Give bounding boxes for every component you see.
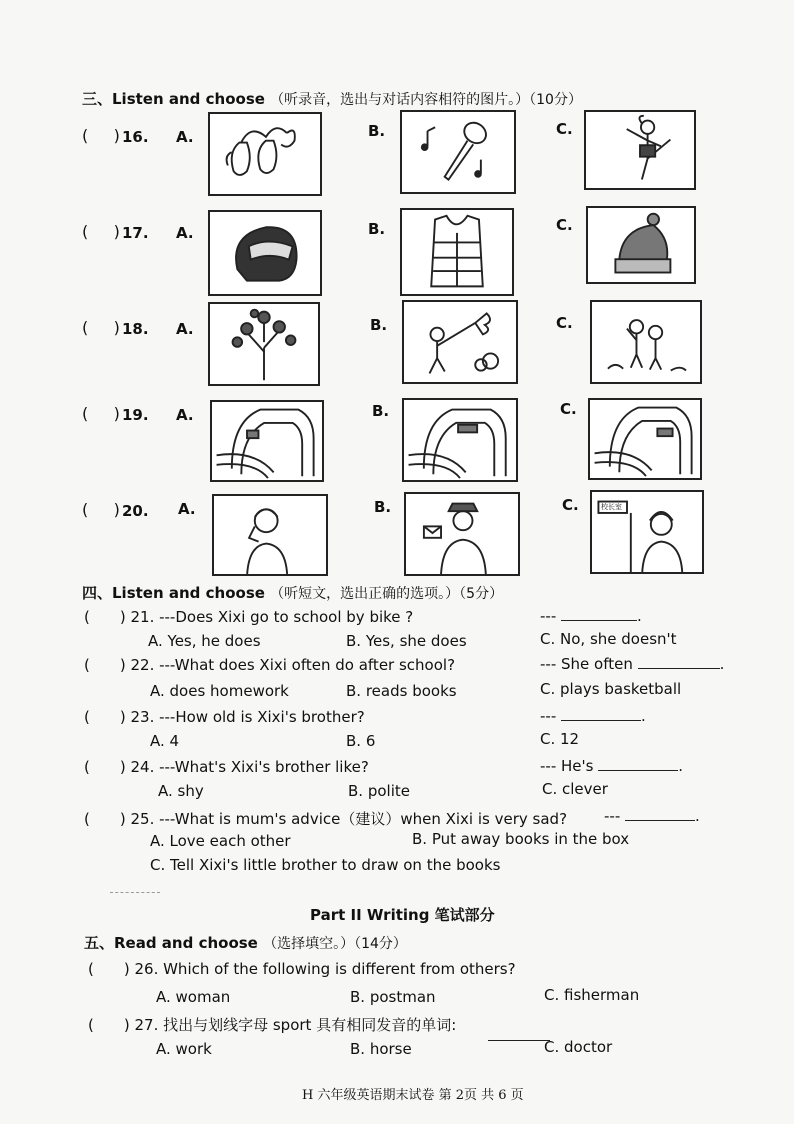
option-label-19a: A. bbox=[176, 406, 194, 424]
kids-walking-icon[interactable] bbox=[590, 300, 702, 384]
option-25c: C. Tell Xixi's little brother to draw on the books bbox=[150, 856, 501, 874]
option-label-17b: B. bbox=[368, 220, 386, 238]
map-icon[interactable] bbox=[210, 400, 324, 482]
answer-line-21[interactable] bbox=[540, 606, 642, 625]
wool-hat-icon[interactable] bbox=[586, 206, 696, 284]
question-23-text: ) 23. ---How old is Xixi's brother? bbox=[119, 708, 365, 726]
answer-paren-25[interactable]: ( bbox=[84, 810, 90, 828]
ballet-shoes-icon[interactable] bbox=[208, 112, 322, 196]
option-24c: C. clever bbox=[542, 780, 608, 798]
answer-blank-21[interactable] bbox=[561, 606, 637, 621]
answer-line-24[interactable] bbox=[540, 756, 683, 775]
answer-blank-22[interactable] bbox=[638, 654, 720, 669]
answer-blank-24[interactable] bbox=[598, 756, 678, 771]
answer-paren-26[interactable]: ( bbox=[88, 960, 94, 978]
answer-line-22[interactable] bbox=[540, 654, 724, 673]
answer-prefix-22: --- She often bbox=[540, 655, 638, 673]
option-22b: B. reads books bbox=[346, 682, 457, 700]
answer-paren-22[interactable]: ( bbox=[84, 656, 90, 674]
divider bbox=[110, 892, 160, 893]
answer-tail-21: . bbox=[637, 607, 642, 625]
answer-tail-25: . bbox=[695, 807, 700, 825]
question-26 bbox=[88, 960, 516, 978]
answer-paren-17[interactable]: ( ) bbox=[82, 222, 120, 241]
answer-prefix-23: --- bbox=[540, 707, 562, 725]
option-23a: A. 4 bbox=[150, 732, 180, 750]
option-22c: C. plays basketball bbox=[540, 680, 682, 698]
option-24a: A. shy bbox=[158, 782, 204, 800]
section-3-heading bbox=[82, 88, 582, 109]
option-label-18b: B. bbox=[370, 316, 388, 334]
kungfu-girl-icon[interactable] bbox=[584, 110, 696, 190]
question-27-text: ) 27. 找出与划线字母 sport 具有相同发音的单词: bbox=[123, 1016, 457, 1034]
office-sign-label: 校长室 bbox=[601, 503, 622, 511]
answer-prefix-24: --- He's bbox=[540, 757, 599, 775]
map-icon[interactable] bbox=[588, 398, 702, 480]
question-26-text: ) 26. Which of the following is different from others? bbox=[123, 960, 516, 978]
section-5-heading bbox=[84, 932, 407, 953]
answer-paren-23[interactable]: ( bbox=[84, 708, 90, 726]
answer-prefix-21: --- bbox=[540, 607, 562, 625]
option-label-18a: A. bbox=[176, 320, 194, 338]
question-number-20: 20. bbox=[122, 502, 149, 520]
answer-line-23[interactable] bbox=[540, 706, 646, 725]
section-5-note: （选择填空。）（14分） bbox=[263, 936, 407, 952]
option-label-20c: C. bbox=[562, 496, 579, 514]
question-24 bbox=[84, 758, 369, 776]
page-footer: H 六年级英语期末试卷 第 2页 共 6 页 bbox=[302, 1088, 524, 1103]
answer-blank-23[interactable] bbox=[561, 706, 641, 721]
woman-phone-icon[interactable] bbox=[212, 494, 328, 576]
question-number-16: 16. bbox=[122, 128, 149, 146]
answer-paren-21[interactable]: ( bbox=[84, 608, 90, 626]
question-number-18: 18. bbox=[122, 320, 149, 338]
option-27a: A. work bbox=[156, 1040, 212, 1058]
option-label-16b: B. bbox=[368, 122, 386, 140]
question-21 bbox=[84, 608, 413, 626]
answer-blank-27[interactable] bbox=[488, 1026, 550, 1045]
part-2-heading bbox=[310, 904, 495, 925]
option-label-20b: B. bbox=[374, 498, 392, 516]
tree-icon[interactable] bbox=[208, 302, 320, 386]
section-4-heading bbox=[82, 582, 503, 603]
answer-tail-23: . bbox=[641, 707, 646, 725]
answer-tail-24: . bbox=[678, 757, 684, 775]
life-jacket-icon[interactable] bbox=[400, 208, 514, 296]
question-25-text: ) 25. ---What is mum's advice（建议）when Xixi is very sad? bbox=[119, 810, 568, 828]
question-27 bbox=[88, 1014, 456, 1035]
option-27c: C. doctor bbox=[544, 1038, 613, 1056]
question-22-text: ) 22. ---What does Xixi often do after school? bbox=[119, 656, 456, 674]
option-label-17a: A. bbox=[176, 224, 194, 242]
answer-prefix-25: --- bbox=[604, 807, 626, 825]
question-22 bbox=[84, 656, 455, 674]
option-label-20a: A. bbox=[178, 500, 196, 518]
question-24-text: ) 24. ---What's Xixi's brother like? bbox=[119, 758, 369, 776]
answer-paren-19[interactable]: ( ) bbox=[82, 404, 120, 423]
option-27b: B. horse bbox=[350, 1040, 412, 1058]
part-2-cn: 笔试部分 bbox=[434, 906, 495, 924]
answer-paren-18[interactable]: ( ) bbox=[82, 318, 120, 337]
option-label-16c: C. bbox=[556, 120, 573, 138]
answer-paren-20[interactable]: ( ) bbox=[82, 500, 120, 519]
answer-paren-16[interactable]: ( ) bbox=[82, 126, 120, 145]
question-25 bbox=[84, 808, 567, 829]
option-label-17c: C. bbox=[556, 216, 573, 234]
option-22a: A. does homework bbox=[150, 682, 289, 700]
option-21a: A. Yes, he does bbox=[148, 632, 261, 650]
option-21c: C. No, she doesn't bbox=[540, 630, 677, 648]
option-24b: B. polite bbox=[348, 782, 410, 800]
helmet-icon[interactable] bbox=[208, 210, 322, 296]
microphone-icon[interactable] bbox=[400, 110, 516, 194]
option-26a: A. woman bbox=[156, 988, 231, 1006]
answer-blank-25[interactable] bbox=[625, 806, 695, 821]
option-23b: B. 6 bbox=[346, 732, 376, 750]
question-number-17: 17. bbox=[122, 224, 149, 242]
option-26c: C. fisherman bbox=[544, 986, 640, 1004]
answer-line-25[interactable] bbox=[604, 806, 700, 825]
answer-paren-27[interactable]: ( bbox=[88, 1016, 94, 1034]
option-label-19c: C. bbox=[560, 400, 577, 418]
question-23 bbox=[84, 708, 365, 726]
section-4-note: （听短文，选出正确的选项。）（5分） bbox=[270, 586, 504, 602]
section-5-title: 五、Read and choose bbox=[84, 934, 258, 952]
answer-tail-22: . bbox=[719, 655, 725, 673]
section-3-title: 三、Listen and choose bbox=[82, 90, 265, 108]
option-25b: B. Put away books in the box bbox=[412, 830, 630, 848]
part-2-title: Part II Writing bbox=[310, 906, 430, 924]
section-3-note: （听录音，选出与对话内容相符的图片。）（10分） bbox=[270, 92, 582, 108]
question-21-text: ) 21. ---Does Xixi go to school by bike ? bbox=[119, 608, 414, 626]
question-number-19: 19. bbox=[122, 406, 149, 424]
option-label-19b: B. bbox=[372, 402, 390, 420]
option-23c: C. 12 bbox=[540, 730, 580, 748]
catching-butterfly-icon[interactable] bbox=[402, 300, 518, 384]
option-25a: A. Love each other bbox=[150, 832, 291, 850]
option-26b: B. postman bbox=[350, 988, 436, 1006]
postman-icon[interactable] bbox=[404, 492, 520, 576]
answer-paren-24[interactable]: ( bbox=[84, 758, 90, 776]
option-label-16a: A. bbox=[176, 128, 194, 146]
section-4-title: 四、Listen and choose bbox=[82, 584, 265, 602]
option-label-18c: C. bbox=[556, 314, 573, 332]
option-21b: B. Yes, she does bbox=[346, 632, 467, 650]
map-icon[interactable] bbox=[402, 398, 518, 482]
